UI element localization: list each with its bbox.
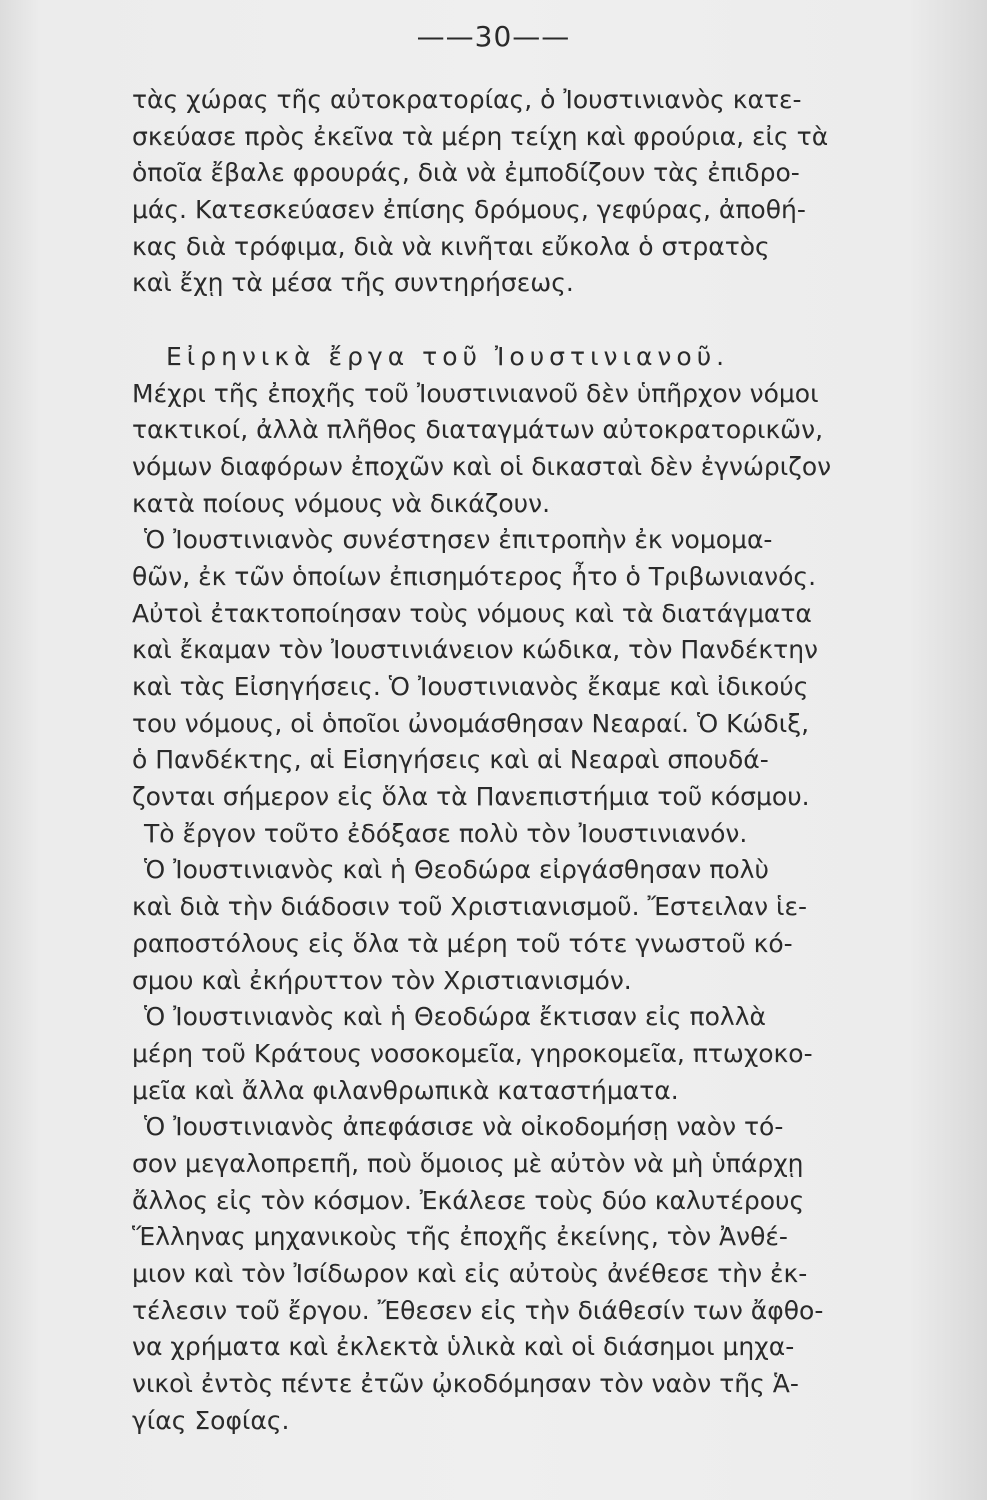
section-heading: Εἰρηνικὰ ἔργα τοῦ Ἰουστινιανοῦ. (166, 341, 730, 371)
text-line: Ὁ Ἰουστινιανὸς συνέστησεν ἐπιτροπὴν ἐκ νομομα- (144, 525, 773, 555)
text-line: θῶν, ἐκ τῶν ὁποίων ἐπισημότερος ἦτο ὁ Τριβωνιανός. (132, 561, 817, 591)
text-line: μέρη τοῦ Κράτους νοσοκομεῖα, γηροκομεῖα, πτωχοκο- (132, 1038, 813, 1068)
text-line: ραποστόλους εἰς ὅλα τὰ μέρη τοῦ τότε γνωστοῦ κό- (132, 928, 793, 958)
text-line: καὶ τὰς Εἰσηγήσεις. Ὁ Ἰουστινιανὸς ἔκαμε καὶ ἰδικούς (132, 672, 809, 701)
text-line: τέλεσιν τοῦ ἔργου. Ἔθεσεν εἰς τὴν διάθεσίν των ἄφθο- (132, 1295, 824, 1325)
text-line: γίας Σοφίας. (132, 1405, 290, 1435)
text-line: σον μεγαλοπρεπῆ, ποὺ ὅμοιος μὲ αὐτὸν νὰ μὴ ὑπάρχῃ (132, 1148, 804, 1178)
text-line: του νόμους, οἱ ὁποῖοι ὠνομάσθησαν Νεαραί. Ὁ Κώδιξ, (132, 708, 810, 738)
text-line: μάς. Κατεσκεύασεν ἐπίσης δρόμους, γεφύρας, ἀποθή- (132, 195, 806, 225)
text-line: Μέχρι τῆς ἐποχῆς τοῦ Ἰουστινιανοῦ δὲν ὑπῆρχον νόμοι (132, 378, 819, 408)
text-line: σκεύασε πρὸς ἐκεῖνα τὰ μέρη τείχη καὶ φρούρια, εἰς τὰ (132, 121, 829, 151)
text-line: τὰς χώρας τῆς αὐτοκρατορίας, ὁ Ἰουστινιανὸς κατε- (132, 85, 802, 114)
text-line: νόμων διαφόρων ἐποχῶν καὶ οἱ δικασταὶ δὲν ἐγνώριζον (132, 451, 832, 481)
text-line: ὁ Πανδέκτης, αἱ Εἰσηγήσεις καὶ αἱ Νεαραὶ σπουδά- (132, 745, 769, 775)
text-line: Ὁ Ἰουστινιανὸς καὶ ἡ Θεοδώρα ἔκτισαν εἰς πολλὰ (144, 1002, 766, 1032)
text-line: νικοὶ ἐντὸς πέντε ἐτῶν ᾠκοδόμησαν τὸν ναὸν τῆς Ἁ- (132, 1369, 799, 1399)
text-line: Τὸ ἔργον τοῦτο ἐδόξασε πολὺ τὸν Ἰουστινιανόν. (144, 818, 748, 848)
page-number: ——30—— (416, 20, 571, 53)
text-line: τακτικοί, ἀλλὰ πλῆθος διαταγμάτων αὐτοκρατορικῶν, (132, 415, 824, 445)
text-line: Ἕλληνας μηχανικοὺς τῆς ἐποχῆς ἐκείνης, τὸν Ἀνθέ- (132, 1222, 788, 1252)
text-line: κατὰ ποίους νόμους νὰ δικάζουν. (132, 488, 551, 518)
text-line: μεῖα καὶ ἄλλα φιλανθρωπικὰ καταστήματα. (132, 1075, 679, 1105)
text-line: Ὁ Ἰουστινιανὸς ἀπεφάσισε νὰ οἰκοδομήσῃ ναὸν τό- (144, 1112, 784, 1142)
text-line: ζονται σήμερον εἰς ὅλα τὰ Πανεπιστήμια τοῦ κόσμου. (132, 782, 810, 812)
blank-line (132, 302, 932, 339)
text-line: σμου καὶ ἐκήρυττον τὸν Χριστιανισμόν. (132, 965, 632, 995)
text-line: Αὐτοὶ ἐτακτοποίησαν τοὺς νόμους καὶ τὰ διατάγματα (132, 598, 812, 628)
body-text (132, 82, 932, 1439)
text-line: να χρήματα καὶ ἐκλεκτὰ ὑλικὰ καὶ οἱ διάσημοι μηχα- (132, 1332, 795, 1362)
text-line: Ὁ Ἰουστινιανὸς καὶ ἡ Θεοδώρα εἰργάσθησαν πολὺ (144, 855, 769, 885)
text-line: καὶ ἔκαμαν τὸν Ἰουστινιάνειον κώδικα, τὸν Πανδέκτην (132, 635, 818, 665)
text-line: καὶ ἔχῃ τὰ μέσα τῆς συντηρήσεως. (132, 268, 574, 298)
text-line: καὶ διὰ τὴν διάδοσιν τοῦ Χριστιανισμοῦ. Ἔστειλαν ἱε- (132, 892, 808, 922)
text-line: ὁποῖα ἔβαλε φρουράς, διὰ νὰ ἐμποδίζουν τὰς ἐπιδρο- (132, 158, 800, 188)
text-line: μιον καὶ τὸν Ἰσίδωρον καὶ εἰς αὐτοὺς ἀνέθεσε τὴν ἐκ- (132, 1259, 808, 1288)
text-line: κας διὰ τρόφιμα, διὰ νὰ κινῆται εὔκολα ὁ στρατὸς (132, 231, 770, 261)
text-line: ἄλλος εἰς τὸν κόσμον. Ἐκάλεσε τοὺς δύο καλυτέρους (132, 1185, 805, 1215)
